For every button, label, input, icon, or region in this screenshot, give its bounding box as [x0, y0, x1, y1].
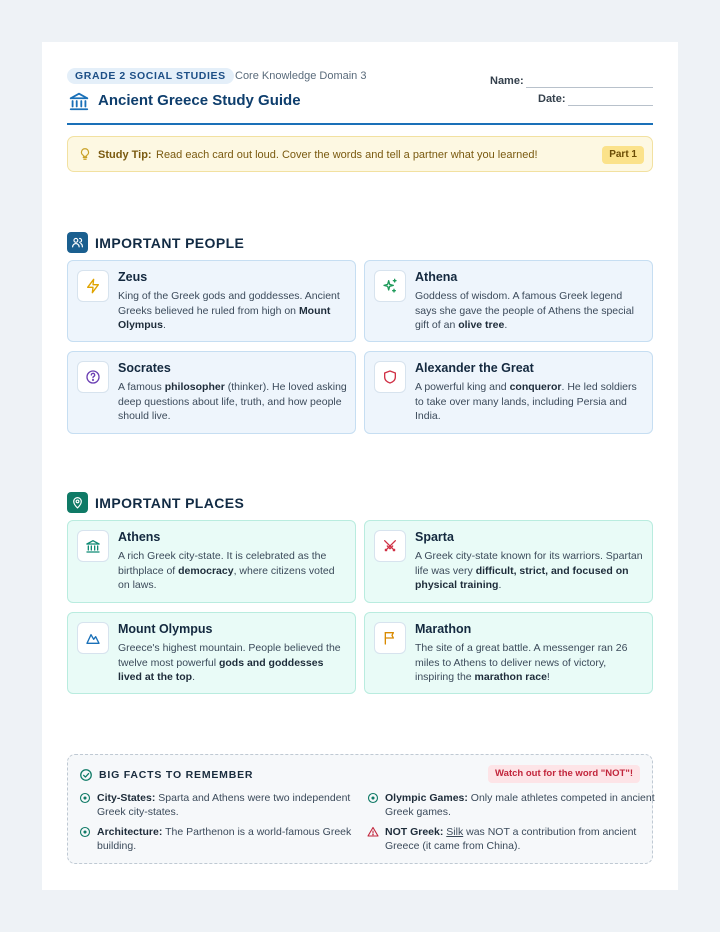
card-description: The site of a great battle. A messenger ran 26 miles to Athens to deliver news of victory, inspiring the marathon race!: [415, 642, 628, 683]
places-section-title: IMPORTANT PLACES: [95, 495, 245, 511]
question-icon: [77, 361, 109, 393]
crossed-swords-icon: [374, 530, 406, 562]
card-description: A rich Greek city-state. It is celebrated as the birthplace of democracy, where citizens voted on laws.: [118, 550, 335, 591]
study-guide-page: [42, 42, 678, 890]
card-title: Zeus: [118, 270, 148, 284]
card-description: A famous philosopher (thinker). He loved asking deep questions about life, truth, and how people should live.: [118, 381, 347, 422]
card-title: Sparta: [415, 530, 454, 544]
people-section-header: [67, 232, 367, 254]
warning-triangle-icon: [367, 826, 379, 838]
lightning-icon: [77, 270, 109, 302]
place-card-sparta: [364, 520, 653, 603]
mountain-icon: [77, 622, 109, 654]
person-card-zeus: [67, 260, 356, 342]
place-card-athens: [67, 520, 356, 603]
person-card-athena: [364, 260, 653, 342]
card-title: Athens: [118, 530, 161, 544]
person-card-socrates: [67, 351, 356, 434]
places-section-header: [67, 492, 367, 514]
card-description: A powerful king and conqueror. He led soldiers to take over many lands, including Persia and India.: [415, 381, 637, 422]
header-divider: [67, 123, 653, 125]
study-tip-banner: [67, 136, 653, 172]
person-card-alexander: [364, 351, 653, 434]
grade-pill: GRADE 2 SOCIAL STUDIES: [67, 68, 234, 84]
warning-badge: Watch out for the word "NOT"!: [488, 765, 640, 783]
people-section-title: IMPORTANT PEOPLE: [95, 235, 245, 251]
place-card-marathon: [364, 612, 653, 694]
fact-city-states: City-States: Sparta and Athens were two independent Greek city-states.: [97, 791, 367, 819]
facts-title: BIG FACTS TO REMEMBER: [99, 769, 254, 781]
shield-icon: [374, 361, 406, 393]
name-label: Name:: [490, 75, 524, 87]
domain-text: Core Knowledge Domain 3: [235, 70, 367, 82]
card-description: Goddess of wisdom. A famous Greek legend says she gave the people of Athens the special gift of an olive tree.: [415, 290, 634, 331]
sparkles-icon: [374, 270, 406, 302]
card-title: Mount Olympus: [118, 622, 213, 636]
tip-text: Read each card out loud. Cover the words and tell a partner what you learned!: [156, 149, 538, 161]
lightbulb-icon: [78, 147, 92, 161]
bullet-circle-icon: [79, 792, 91, 804]
temple-icon: [68, 90, 90, 112]
fact-olympic-games: Olympic Games: Only male athletes competed in ancient Greek games.: [385, 791, 655, 819]
tip-label: Study Tip:: [98, 149, 152, 161]
bullet-circle-icon: [367, 792, 379, 804]
temple-icon: [77, 530, 109, 562]
fact-not-greek: NOT Greek: Silk was NOT a contribution from ancient Greece (it came from China).: [385, 825, 655, 853]
fact-architecture: Architecture: The Parthenon is a world-famous Greek building.: [97, 825, 367, 853]
card-title: Socrates: [118, 361, 171, 375]
card-description: Greece's highest mountain. People believed the twelve most powerful gods and goddesses lived at the top.: [118, 642, 341, 683]
page-title: Ancient Greece Study Guide: [98, 92, 301, 109]
card-description: King of the Greek gods and goddesses. Ancient Greeks believed he ruled from high on Mount Olympus.: [118, 290, 340, 331]
bullet-circle-icon: [79, 826, 91, 838]
people-icon: [67, 232, 88, 253]
part-badge: Part 1: [602, 146, 644, 164]
page-header: [67, 66, 653, 126]
big-facts-box: [67, 754, 653, 864]
map-pin-icon: [67, 492, 88, 513]
card-title: Athena: [415, 270, 458, 284]
date-field[interactable]: [568, 105, 653, 106]
card-description: A Greek city-state known for its warriors. Spartan life was very difficult, strict, and focused on physical training.: [415, 550, 643, 591]
card-title: Marathon: [415, 622, 472, 636]
name-field[interactable]: [526, 87, 653, 88]
date-label: Date:: [538, 93, 566, 105]
place-card-mount-olympus: [67, 612, 356, 694]
check-circle-icon: [79, 768, 93, 782]
card-title: Alexander the Great: [415, 361, 534, 375]
flag-icon: [374, 622, 406, 654]
